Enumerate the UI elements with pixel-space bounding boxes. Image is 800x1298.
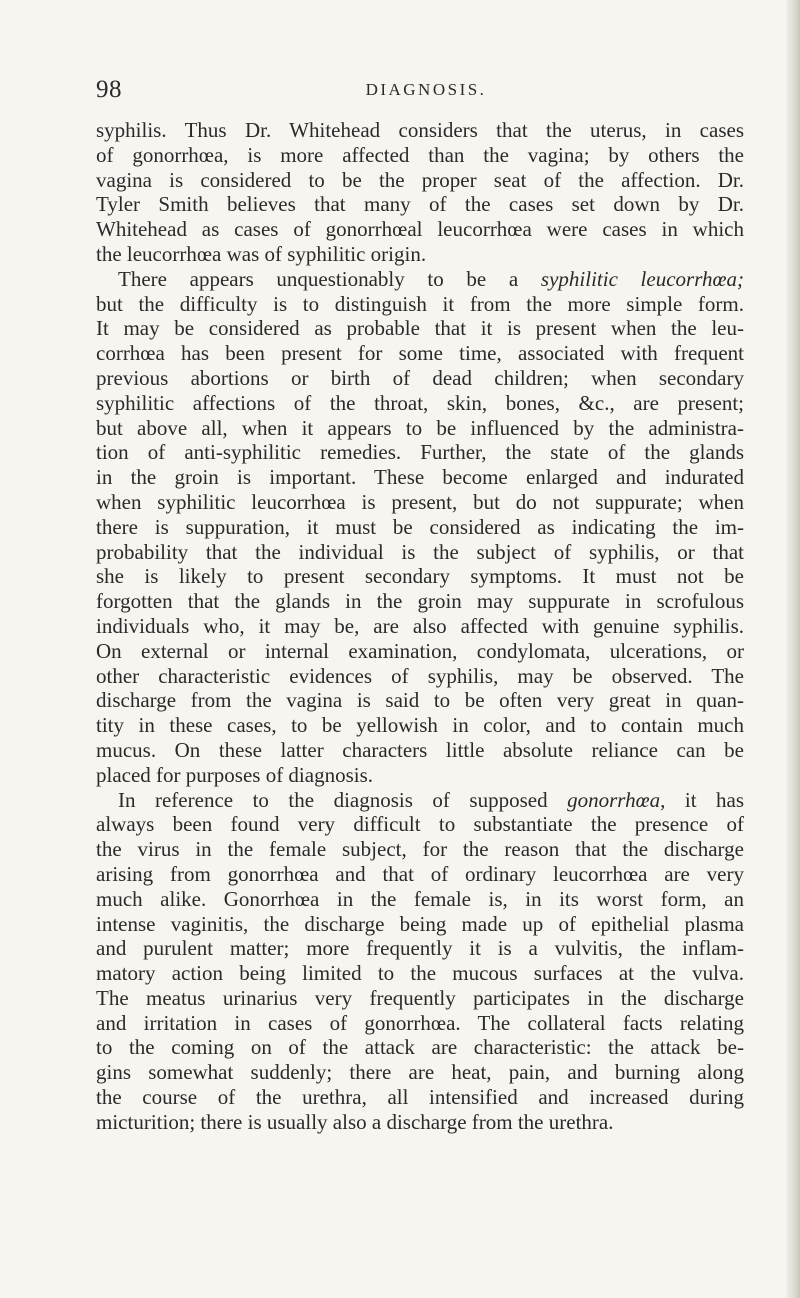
page-header (96, 76, 716, 112)
text-line: but above all, when it appears to be influenced by the administra- (96, 415, 744, 440)
text-line: she is likely to present secondary symptoms. It must not be (96, 564, 744, 589)
text-run: it has (684, 787, 745, 812)
text-line: placed for purposes of diagnosis. (96, 762, 374, 787)
text-line: Whitehead as cases of gonorrhœal leucorrhœa were cases in which (96, 217, 744, 242)
text-line: there is suppuration, it must be considered as indicating the im- (96, 514, 744, 539)
text-line: always been found very difficult to substantiate the presence of (96, 812, 744, 837)
text-line: forgotten that the glands in the groin may suppurate in scrofulous (96, 589, 744, 614)
text-line: tity in these cases, to be yellowish in color, and to contain much (96, 713, 744, 738)
text-line (96, 788, 744, 813)
text-line: when syphilitic leucorrhœa is present, but do not suppurate; when (96, 489, 744, 514)
text-line: Tyler Smith believes that many of the cases set down by Dr. (96, 192, 744, 217)
text-run: There appears unquestionably to be a (118, 266, 519, 291)
text-line: intense vaginitis, the discharge being made up of epithelial plasma (96, 911, 744, 936)
text-line: the course of the urethra, all intensified and increased during (96, 1085, 744, 1110)
text-line: the virus in the female subject, for the reason that the discharge (96, 837, 744, 862)
text-line: syphilitic affections of the throat, skin, bones, &c., are present; (96, 390, 744, 415)
text-line: previous abortions or birth of dead children; when secondary (96, 365, 744, 390)
text-line: corrhœa has been present for some time, associated with frequent (96, 341, 744, 366)
text-line: matory action being limited to the mucous surfaces at the vulva. (96, 961, 744, 986)
text-line: vagina is considered to be the proper seat of the affection. Dr. (96, 167, 744, 192)
text-line: mucus. On these latter characters little absolute reliance can be (96, 737, 744, 762)
running-title: DIAGNOSIS. (365, 80, 487, 99)
italic-term: syphilitic leucorrhœa; (540, 266, 745, 291)
text-line: of gonorrhœa, is more affected than the vagina; by others the (96, 142, 744, 167)
text-line: syphilis. Thus Dr. Whitehead considers that the uterus, in cases (96, 118, 744, 142)
text-line: probability that the individual is the subject of syphilis, or that (96, 539, 744, 564)
text-line: and irritation in cases of gonorrhœa. The collateral facts relating (96, 1010, 744, 1035)
text-run: In reference to the diagnosis of supposed (118, 787, 548, 812)
text-line: to the coming on of the attack are characteristic: the attack be- (96, 1035, 744, 1060)
text-line: the leucorrhœa was of syphilitic origin. (96, 241, 427, 266)
text-line: It may be considered as probable that it is present when the leu- (96, 316, 744, 341)
text-line: gins somewhat suddenly; there are heat, pain, and burning along (96, 1060, 744, 1085)
text-line: The meatus urinarius very frequently participates in the discharge (96, 985, 744, 1010)
text-line: individuals who, it may be, are also affected with genuine syphilis. (96, 613, 744, 638)
italic-term: gonorrhœa, (567, 787, 666, 812)
body-text (96, 118, 744, 1135)
text-line: and purulent matter; more frequently it is a vulvitis, the inflam- (96, 936, 744, 961)
text-line: micturition; there is usually also a discharge from the urethra. (96, 1109, 614, 1134)
text-line: but the difficulty is to distinguish it from the more simple form. (96, 291, 744, 316)
text-line: tion of anti-syphilitic remedies. Further, the state of the glands (96, 440, 744, 465)
page-edge-shadow (786, 0, 800, 1298)
text-line: arising from gonorrhœa and that of ordinary leucorrhœa are very (96, 861, 744, 886)
text-line (96, 267, 744, 292)
text-line: other characteristic evidences of syphilis, may be observed. The (96, 663, 744, 688)
text-line: in the groin is important. These become enlarged and indurated (96, 465, 744, 490)
text-line: much alike. Gonorrhœa in the female is, in its worst form, an (96, 886, 744, 911)
page-number: 98 (96, 76, 122, 103)
text-line: discharge from the vagina is said to be often very great in quan- (96, 688, 744, 713)
text-line: On external or internal examination, condylomata, ulcerations, or (96, 638, 744, 663)
